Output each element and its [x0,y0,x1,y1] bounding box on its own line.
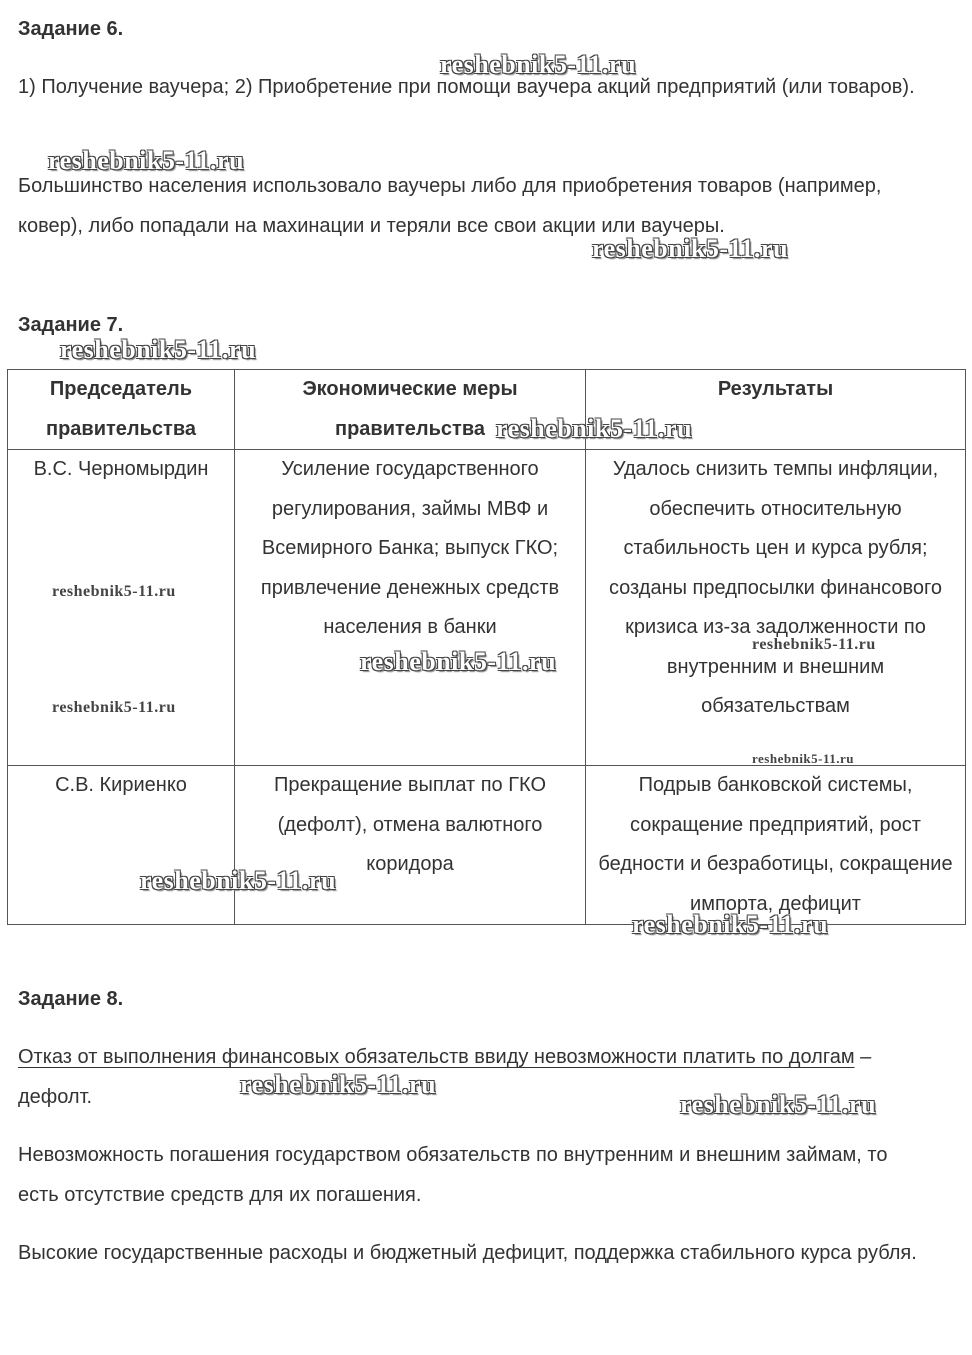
table-row [8,450,966,766]
watermark: reshebnik5-11.ru [48,146,245,175]
header-chairman: Председатель правительства [8,370,235,450]
cell-measures: Прекращение выплат по ГКО (дефолт), отмена валютного коридора [235,766,586,925]
task6-title: Задание 6. [18,18,124,40]
watermark: reshebnik5-11.ru [52,699,176,716]
task7-table [7,369,966,925]
watermark: reshebnik5-11.ru [632,910,829,939]
definition-term: – дефолт. [18,1046,872,1108]
task6-answer-2: Большинство населения использовало ваучеры либо для приобретения товаров (например, ковер), либо попадали на махинации и теряли все свои акции или ваучеры. [18,175,882,237]
watermark: reshebnik5-11.ru [240,1070,437,1099]
watermark: reshebnik5-11.ru [680,1090,877,1119]
watermark: reshebnik5-11.ru [60,335,257,364]
watermark: reshebnik5-11.ru [360,647,557,676]
table-header-row [8,370,966,450]
cell-results: Удалось снизить темпы инфляции, обеспечить относительную стабильность цен и курса рубля; созданы предпосылки финансового кризиса из-за задолженности по внутренним и внешним обязательствам [586,450,966,766]
task8-answer-2: Невозможность погашения государством обязательств по внутренним и внешним займам, то есть отсутствие средств для их погашения. [18,1144,888,1206]
cell-chairman: С.В. Кириенко [8,766,235,925]
task8-answer-3: Высокие государственные расходы и бюджетный дефицит, поддержка стабильного курса рубля. [18,1242,917,1264]
watermark: reshebnik5-11.ru [752,636,876,653]
task6-answer-1: 1) Получение ваучера; 2) Приобретение при помощи ваучера акций предприятий (или товаров). [18,76,915,98]
header-measures: Экономические меры правительства [235,370,586,450]
watermark: reshebnik5-11.ru [140,866,337,895]
table-row [8,766,966,925]
header-results: Результаты [586,370,966,450]
cell-measures: Усиление государственного регулирования, займы МВФ и Всемирного Банка; выпуск ГКО; привлечение денежных средств населения в банки [235,450,586,766]
watermark: reshebnik5-11.ru [752,751,855,766]
task7-title: Задание 7. [18,314,124,336]
watermark: reshebnik5-11.ru [440,50,637,79]
cell-results: Подрыв банковской системы, сокращение предприятий, рост бедности и безработицы, сокращение импорта, дефицит [586,766,966,925]
watermark: reshebnik5-11.ru [52,583,176,600]
watermark: reshebnik5-11.ru [496,414,693,443]
definition-underlined: Отказ от выполнения финансовых обязательств ввиду невозможности платить по долгам [18,1046,855,1068]
task8-answer-1 [18,1038,918,1117]
task8-title: Задание 8. [18,988,124,1010]
watermark: reshebnik5-11.ru [592,234,789,263]
cell-chairman: В.С. Черномырдин [8,450,235,766]
